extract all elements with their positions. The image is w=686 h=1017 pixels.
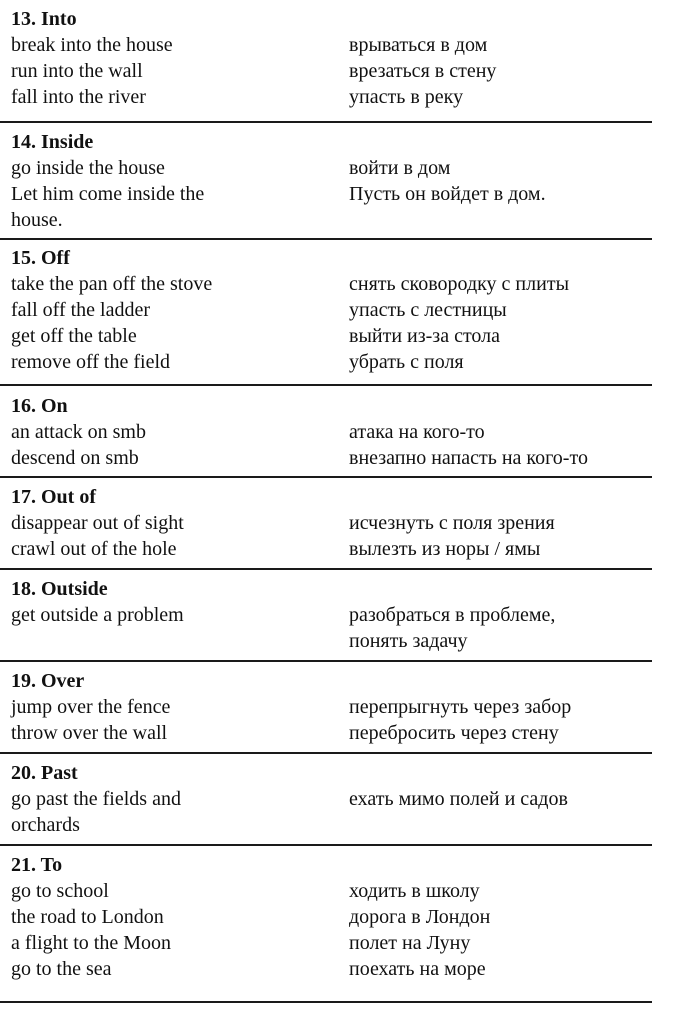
english-phrase: Let him come inside the	[11, 183, 205, 205]
section-heading: 20. Past	[11, 762, 78, 784]
section-divider	[0, 660, 652, 662]
english-phrase: a flight to the Moon	[11, 932, 171, 954]
section-divider	[0, 568, 652, 570]
section-heading: 18. Outside	[11, 578, 108, 600]
english-phrase: orchards	[11, 814, 80, 836]
english-phrase: the road to London	[11, 906, 164, 928]
section-heading: 15. Off	[11, 247, 70, 269]
russian-translation: дорога в Лондон	[349, 906, 491, 928]
russian-translation: полет на Луну	[349, 932, 471, 954]
russian-translation: атака на кого-то	[349, 421, 485, 443]
section-divider	[0, 844, 652, 846]
russian-translation: поехать на море	[349, 958, 486, 980]
english-phrase: remove off the field	[11, 351, 171, 373]
english-phrase: go past the fields and	[11, 788, 181, 810]
russian-translation: войти в дом	[349, 157, 451, 179]
english-phrase: run into the wall	[11, 60, 143, 82]
section-divider	[0, 384, 652, 386]
section-divider	[0, 1001, 652, 1003]
section-heading: 13. Into	[11, 8, 77, 30]
russian-translation: понять задачу	[349, 630, 468, 652]
english-phrase: crawl out of the hole	[11, 538, 177, 560]
english-phrase: take the pan off the stove	[11, 273, 213, 295]
english-phrase: go to school	[11, 880, 109, 902]
section-divider	[0, 238, 652, 240]
russian-translation: перебросить через стену	[349, 722, 559, 744]
russian-translation: исчезнуть с поля зрения	[349, 512, 555, 534]
english-phrase: go to the sea	[11, 958, 112, 980]
english-phrase: go inside the house	[11, 157, 165, 179]
russian-translation: ходить в школу	[349, 880, 480, 902]
section-divider	[0, 752, 652, 754]
russian-translation: выйти из-за стола	[349, 325, 501, 347]
russian-translation: убрать с поля	[349, 351, 464, 373]
section-divider	[0, 476, 652, 478]
section-heading: 21. To	[11, 854, 63, 876]
english-phrase: fall into the river	[11, 86, 146, 108]
section-heading: 16. On	[11, 395, 68, 417]
english-phrase: get outside a problem	[11, 604, 184, 626]
english-phrase: an attack on smb	[11, 421, 146, 443]
russian-translation: врезаться в стену	[349, 60, 497, 82]
english-phrase: get off the table	[11, 325, 137, 347]
section-heading: 14. Inside	[11, 131, 94, 153]
english-phrase: disappear out of sight	[11, 512, 184, 534]
english-phrase: fall off the ladder	[11, 299, 151, 321]
russian-translation: вылезть из норы / ямы	[349, 538, 541, 560]
russian-translation: упасть в реку	[349, 86, 464, 108]
russian-translation: внезапно напасть на кого-то	[349, 447, 588, 469]
section-heading: 17. Out of	[11, 486, 96, 508]
russian-translation: ехать мимо полей и садов	[349, 788, 568, 810]
english-phrase: house.	[11, 209, 63, 231]
russian-translation: упасть с лестницы	[349, 299, 507, 321]
russian-translation: снять сковородку с плиты	[349, 273, 569, 295]
english-phrase: break into the house	[11, 34, 173, 56]
russian-translation: перепрыгнуть через забор	[349, 696, 572, 718]
russian-translation: врываться в дом	[349, 34, 488, 56]
english-phrase: descend on smb	[11, 447, 139, 469]
russian-translation: разобраться в проблеме,	[349, 604, 556, 626]
english-phrase: jump over the fence	[11, 696, 171, 718]
russian-translation: Пусть он войдет в дом.	[349, 183, 546, 205]
english-phrase: throw over the wall	[11, 722, 168, 744]
section-heading: 19. Over	[11, 670, 85, 692]
section-divider	[0, 121, 652, 123]
